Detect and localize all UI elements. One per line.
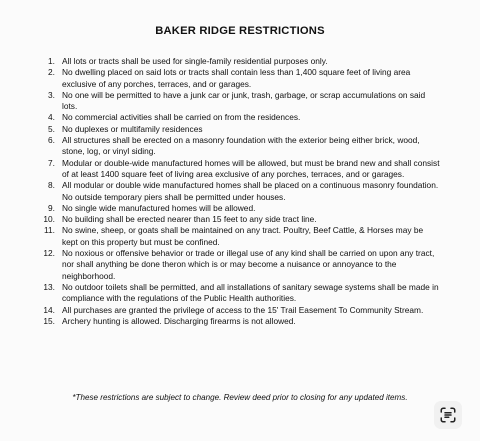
list-item [40, 124, 440, 135]
item-text: All structures shall be erected on a masonry foundation with the exterior being either brick, wood, stone, log, or vinyl siding. [62, 135, 420, 157]
live-text-scan-icon [439, 406, 457, 424]
live-text-scan-button[interactable] [434, 401, 462, 429]
item-text: No dwelling placed on said lots or tracts shall contain less than 1,400 square feet of living area exclusive of any porches, terraces, and or garages. [62, 67, 411, 89]
list-item [40, 180, 440, 203]
restrictions-list [40, 56, 440, 327]
item-number: 9. [48, 202, 55, 213]
item-number: 12. [43, 248, 55, 259]
item-number: 6. [48, 135, 55, 146]
item-text: No single wide manufactured homes will be allowed. [62, 202, 256, 213]
item-number: 7. [48, 157, 55, 168]
item-number: 5. [48, 123, 55, 134]
item-number: 3. [48, 89, 55, 100]
list-item [40, 112, 440, 123]
footnote: *These restrictions are subject to change. Review deed prior to closing for any updated items. [72, 393, 408, 402]
document-title: BAKER RIDGE RESTRICTIONS [155, 25, 325, 37]
item-number: 13. [43, 281, 55, 292]
item-text: No one will be permitted to have a junk car or junk, trash, garbage, or scrap accumulations on said lots. [62, 89, 426, 112]
item-number: 8. [48, 180, 55, 191]
list-item [40, 282, 440, 305]
item-text: Modular or double-wide manufactured homes will be allowed, but must be brand new and shall consist of at least 1400 square feet of living area exclusive of any porches, terraces, and or garages. [62, 157, 440, 179]
item-number: 15. [43, 315, 55, 326]
item-text: No commercial activities shall be carried on from the residences. [62, 112, 301, 123]
item-number: 11. [44, 225, 55, 236]
item-text: No outdoor toilets shall be permitted, and all installations of sanitary sewage systems shall be made in compliance with the regulations of the Public Health authorities. [62, 281, 439, 304]
list-item [40, 214, 440, 225]
item-text: Archery hunting is allowed. Discharging firearms is not allowed. [62, 315, 296, 326]
item-number: 2. [48, 67, 55, 78]
list-item [40, 90, 440, 113]
item-text: All modular or double wide manufactured homes shall be placed on a continuous masonry foundation. No outside temporary piers shall be permitted under houses. [62, 180, 439, 202]
list-item [40, 56, 440, 67]
list-item [40, 248, 440, 282]
list-item [40, 67, 440, 90]
item-number: 10. [43, 214, 55, 225]
item-text: All lots or tracts shall be used for single-family residential purposes only. [62, 56, 328, 66]
item-number: 14. [43, 304, 55, 315]
list-item [40, 305, 440, 316]
item-number: 1. [48, 56, 55, 66]
list-item [40, 316, 440, 327]
list-item [40, 158, 440, 181]
item-number: 4. [48, 112, 55, 123]
item-text: No noxious or offensive behavior or trade or illegal use of any kind shall be carried on upon any tract, nor shall anything be done theron which is or may become a nuisance or annoyance to the neighborhood. [62, 248, 435, 281]
item-text: All purchases are granted the privilege of access to the 15' Trail Easement To Community Stream. [62, 304, 424, 315]
item-text: No building shall be erected nearer than 15 feet to any side tract line. [62, 214, 317, 225]
item-text: No duplexes or multifamily residences [62, 123, 203, 134]
list-item [40, 135, 440, 158]
list-item [40, 203, 440, 214]
item-text: No swine, sheep, or goats shall be maintained on any tract. Poultry, Beef Cattle, & Horses may be kept on this property but must be confined. [62, 225, 424, 247]
list-item [40, 225, 440, 248]
